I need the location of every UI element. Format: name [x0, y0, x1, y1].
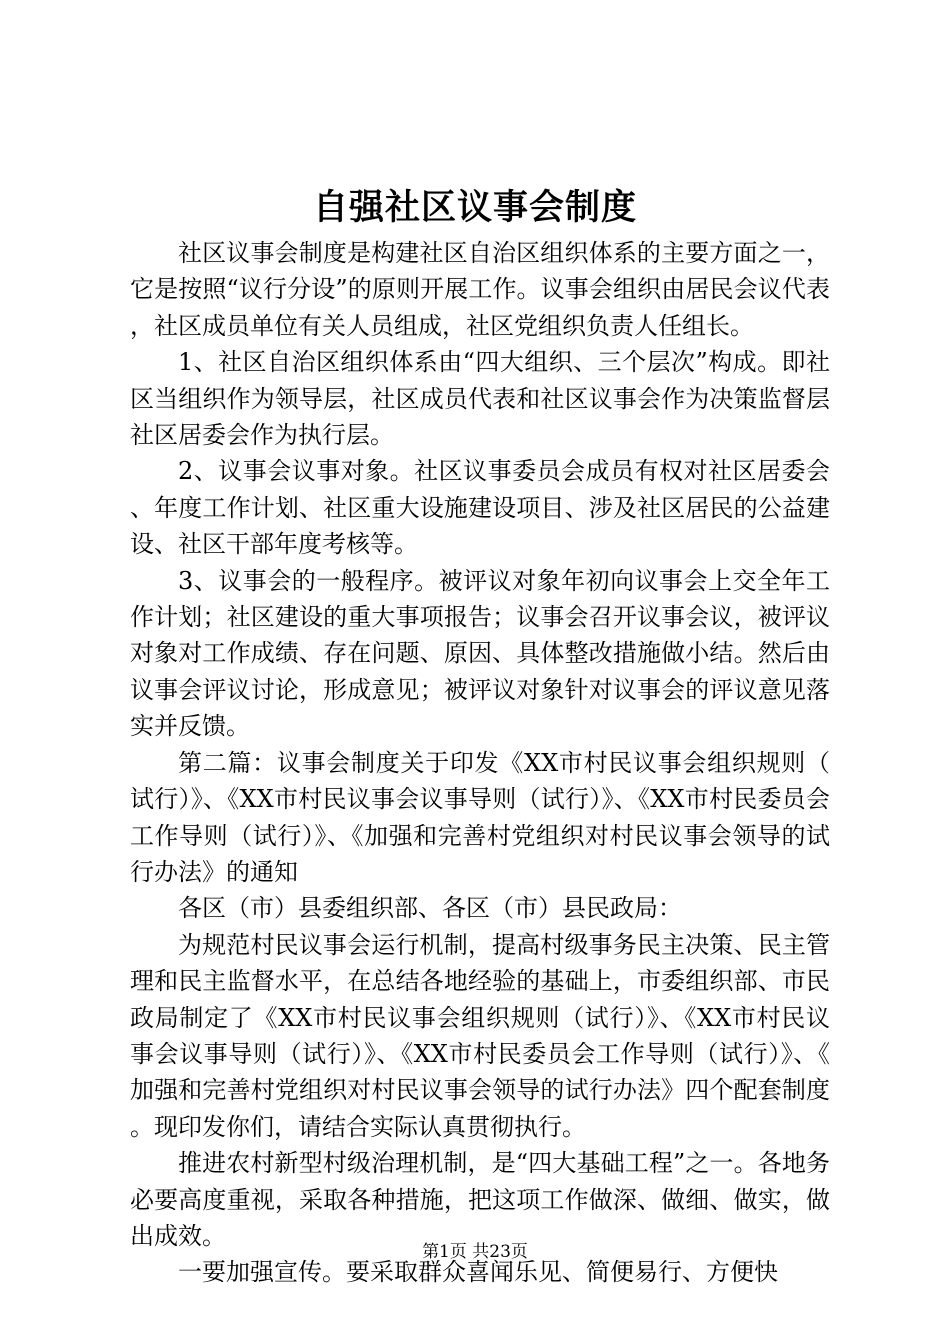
paragraph-publicity: 一要加强宣传。要采取群众喜闻乐见、简便易行、方便快 — [178, 1258, 778, 1287]
paragraph-notice-body: 为规范村民议事会运行机制，提高村级事务民主决策、民主管理和民主监督水平，在总结各地经验的基础上，市委组织部、市民政局制定了《XX市村民议事会组织规则（试行）》、《XX市村民议事会议事导则（试行）》、《XX市村民委员会工作导则（试行）》、《加强和完善村党组织对村民议事会领导的试行办法》四个配套制度。现印发你们，请结合实际认真贯彻执行。 — [130, 930, 830, 1141]
paragraph-item-3: 3、议事会的一般程序。被评议对象年初向议事会上交全年工作计划；社区建设的重大事项报告；议事会召开议事会议，被评议对象对工作成绩、存在问题、原因、具体整改措施做小结。然后由议事会评议讨论，形成意见；被评议对象针对议事会的评议意见落实并反馈。 — [130, 566, 830, 741]
paragraph-item-2: 2、议事会议事对象。社区议事委员会成员有权对社区居委会、年度工作计划、社区重大设施建设项目、涉及社区居民的公益建设、社区干部年度考核等。 — [130, 457, 830, 559]
paragraph-second-article-heading: 第二篇：议事会制度关于印发《XX市村民议事会组织规则（试行）》、《XX市村民议事会议事导则（试行）》、《XX市村民委员会工作导则（试行）》、《加强和完善村党组织对村民议事会领导的试行办法》的通知 — [130, 748, 830, 886]
document-title: 自强社区议事会制度 — [312, 187, 637, 228]
document-body — [130, 235, 830, 1291]
paragraph-recipients: 各区（市）县委组织部、各区（市）县民政局： — [178, 894, 682, 923]
page-number-footer: 第1页 共23页 — [422, 1242, 528, 1262]
paragraph-importance: 推进农村新型村级治理机制，是“四大基础工程”之一。各地务必要高度重视，采取各种措施，把这项工作做深、做细、做实，做出成效。 — [130, 1149, 830, 1250]
paragraph-intro: 社区议事会制度是构建社区自治区组织体系的主要方面之一，它是按照“议行分设”的原则开展工作。议事会组织由居民会议代表，社区成员单位有关人员组成，社区党组织负责人任组长。 — [130, 239, 830, 340]
paragraph-item-1: 1、社区自治区组织体系由“四大组织、三个层次”构成。即社区当组织作为领导层，社区成员代表和社区议事会作为决策监督层社区居委会作为执行层。 — [130, 348, 830, 450]
